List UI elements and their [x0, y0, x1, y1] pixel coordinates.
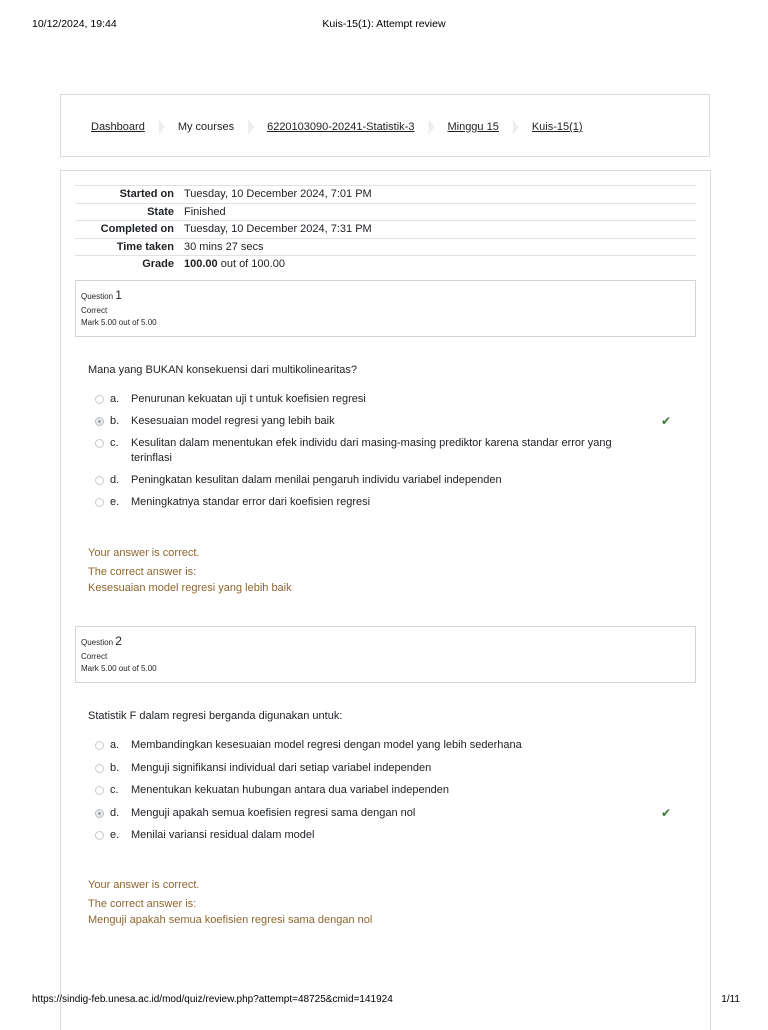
radio-button[interactable]	[95, 741, 104, 750]
breadcrumb-course[interactable]: 6220103090-20241-Statistik-3	[267, 121, 415, 133]
print-date: 10/12/2024, 19:44	[32, 18, 117, 30]
answer-option-e[interactable]: e. Menilai variansi residual dalam model	[95, 828, 685, 843]
summary-label: Grade	[75, 256, 184, 273]
summary-label: Time taken	[75, 238, 184, 256]
answer-option-b[interactable]: b. Menguji signifikansi individual dari setiap variabel independen	[95, 761, 685, 776]
breadcrumb-my-courses[interactable]: My courses	[177, 121, 235, 133]
answer-option-c[interactable]: c. Kesulitan dalam menentukan efek individu dari masing-masing prediktor karena standar error yang terinflasi	[95, 436, 685, 466]
breadcrumb	[91, 119, 583, 135]
question-status: Correct	[81, 305, 108, 315]
summary-row	[75, 256, 696, 273]
summary-row	[75, 221, 696, 239]
check-icon: ✔	[660, 414, 671, 428]
check-icon: ✔	[660, 805, 671, 820]
answer-option-d[interactable]: d. Peningkatan kesulitan dalam menilai pengaruh individu variabel independen	[95, 473, 685, 488]
question-info	[75, 626, 696, 683]
question-text: Mana yang BUKAN konsekuensi dari multikolinearitas?	[88, 364, 358, 376]
attempt-summary-table	[75, 185, 696, 273]
question-mark: Mark 5.00 out of 5.00	[81, 317, 157, 327]
summary-row	[75, 186, 696, 204]
radio-button[interactable]	[95, 764, 104, 773]
print-footer	[32, 994, 740, 1008]
answer-option-b[interactable]: b. Kesesuaian model regresi yang lebih baik ✔	[95, 414, 685, 429]
started-on-value: Tuesday, 10 December 2024, 7:01 PM	[184, 186, 696, 204]
print-title: Kuis-15(1): Attempt review	[322, 18, 446, 30]
breadcrumb-dashboard[interactable]: Dashboard	[91, 121, 145, 133]
answer-option-a[interactable]: a. Membandingkan kesesuaian model regresi dengan model yang lebih sederhana	[95, 738, 685, 753]
feedback-result: Your answer is correct.	[88, 879, 200, 891]
radio-button-selected[interactable]	[95, 809, 104, 818]
breadcrumb-quiz[interactable]: Kuis-15(1)	[531, 121, 583, 133]
question-text: Statistik F dalam regresi berganda digunakan untuk:	[88, 710, 343, 722]
answer-options	[95, 392, 685, 510]
correct-answer-label: The correct answer is:	[88, 898, 197, 910]
correct-answer-text: Menguji apakah semua koefisien regresi sama dengan nol	[88, 914, 373, 926]
breadcrumb-separator-icon	[428, 119, 434, 135]
correct-answer-text: Kesesuaian model regresi yang lebih baik	[88, 582, 292, 594]
breadcrumb-separator-icon	[248, 119, 254, 135]
answer-option-d[interactable]: d. Menguji apakah semua koefisien regresi sama dengan nol ✔	[95, 806, 685, 821]
question-mark: Mark 5.00 out of 5.00	[81, 663, 157, 673]
feedback-result: Your answer is correct.	[88, 547, 200, 559]
radio-button[interactable]	[95, 786, 104, 795]
answer-option-e[interactable]: e. Meningkatnya standar error dari koefisien regresi	[95, 495, 685, 510]
radio-button[interactable]	[95, 439, 104, 448]
page-number: 1/11	[721, 994, 740, 1005]
summary-label: Started on	[75, 186, 184, 204]
breadcrumb-separator-icon	[513, 119, 519, 135]
quiz-review-region	[60, 170, 711, 1030]
answer-options	[95, 738, 685, 843]
radio-button[interactable]	[95, 498, 104, 507]
correct-answer-label: The correct answer is:	[88, 566, 197, 578]
summary-row	[75, 203, 696, 221]
summary-row	[75, 238, 696, 256]
breadcrumb-separator-icon	[159, 119, 165, 135]
answer-option-c[interactable]: c. Menentukan kekuatan hubungan antara dua variabel independen	[95, 783, 685, 798]
summary-label: State	[75, 203, 184, 221]
question-status: Correct	[81, 651, 108, 661]
answer-feedback	[88, 877, 372, 928]
completed-on-value: Tuesday, 10 December 2024, 7:31 PM	[184, 221, 696, 239]
print-header	[32, 18, 736, 32]
question-number: Question 2	[81, 634, 122, 648]
radio-button[interactable]	[95, 476, 104, 485]
page-url: https://sindig-feb.unesa.ac.id/mod/quiz/review.php?attempt=48725&cmid=141924	[32, 994, 393, 1005]
breadcrumb-container	[60, 94, 710, 157]
answer-option-a[interactable]: a. Penurunan kekuatan uji t untuk koefisien regresi	[95, 392, 685, 407]
time-taken-value: 30 mins 27 secs	[184, 238, 696, 256]
state-value: Finished	[184, 203, 696, 221]
summary-label: Completed on	[75, 221, 184, 239]
question-number: Question 1	[81, 288, 122, 302]
breadcrumb-week[interactable]: Minggu 15	[447, 121, 499, 133]
grade-max: out of 100.00	[220, 258, 285, 271]
radio-button-selected[interactable]	[95, 417, 104, 426]
radio-button[interactable]	[95, 831, 104, 840]
grade-score: 100.00	[184, 258, 218, 271]
answer-feedback	[88, 545, 292, 596]
question-info	[75, 280, 696, 337]
radio-button[interactable]	[95, 395, 104, 404]
grade-value	[184, 256, 696, 273]
